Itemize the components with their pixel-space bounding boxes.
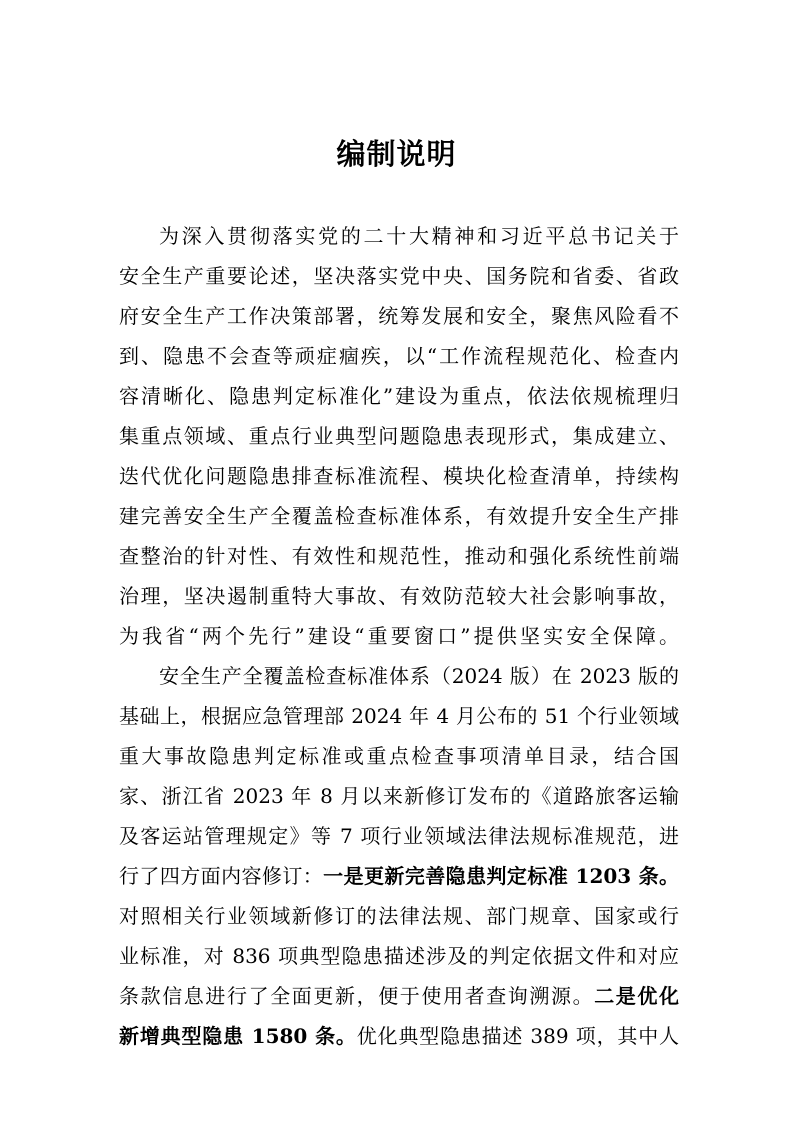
bold-heading-text: 新增典型隐患 1580 条。 <box>119 1024 357 1048</box>
text-line-mixed <box>119 856 679 896</box>
text-line: 查整治的针对性、有效性和规范性，推动和强化系统性前端 <box>119 544 679 568</box>
page-title: 编制说明 <box>336 137 457 171</box>
text-line: 及客运站管理规定》等 7 项行业领域法律法规标准规范，进 <box>119 824 679 848</box>
text-line-mixed <box>119 1016 679 1056</box>
text-line: 到、隐患不会查等顽症痼疾，以“工作流程规范化、检查内 <box>119 344 679 368</box>
normal-text: 行了四方面内容修订： <box>119 864 324 888</box>
text-line: 业标准，对 836 项典型隐患描述涉及的判定依据文件和对应 <box>119 944 679 968</box>
text-line: 府安全生产工作决策部署，统筹发展和安全，聚焦风险看不 <box>119 304 679 328</box>
text-line: 重大事故隐患判定标准或重点检查事项清单目录，结合国 <box>119 744 679 768</box>
text-line: 对照相关行业领域新修订的法律法规、部门规章、国家或行 <box>119 904 679 928</box>
text-line: 为我省“两个先行”建设“重要窗口”提供坚实安全保障。 <box>119 624 679 648</box>
text-line: 家、浙江省 2023 年 8 月以来新修订发布的《道路旅客运输 <box>119 784 679 808</box>
normal-text: 优化典型隐患描述 389 项，其中人 <box>356 1024 679 1048</box>
bold-heading-text: 一是更新完善隐患判定标准 1203 条。 <box>323 864 679 888</box>
normal-text: 条款信息进行了全面更新，便于使用者查询溯源。 <box>119 984 595 1008</box>
text-line: 安全生产全覆盖检查标准体系（2024 版）在 2023 版的 <box>159 664 679 688</box>
paragraph-2 <box>119 656 679 1056</box>
text-line: 建完善安全生产全覆盖检查标准体系，有效提升安全生产排 <box>119 504 679 528</box>
paragraph-1 <box>119 216 679 656</box>
text-line: 治理，坚决遏制重特大事故、有效防范较大社会影响事故， <box>119 584 679 608</box>
bold-heading-text: 二是优化 <box>594 984 679 1008</box>
text-line: 容清晰化、隐患判定标准化”建设为重点，依法依规梳理归 <box>119 384 679 408</box>
text-line-mixed <box>119 976 679 1016</box>
text-line: 集重点领域、重点行业典型问题隐患表现形式，集成建立、 <box>119 424 679 448</box>
text-line: 安全生产重要论述，坚决落实党中央、国务院和省委、省政 <box>119 264 679 288</box>
text-line: 基础上，根据应急管理部 2024 年 4 月公布的 51 个行业领域 <box>119 704 679 728</box>
document-body <box>119 216 679 1056</box>
text-line: 迭代优化问题隐患排查标准流程、模块化检查清单，持续构 <box>119 464 679 488</box>
text-line: 为深入贯彻落实党的二十大精神和习近平总书记关于 <box>159 224 679 248</box>
